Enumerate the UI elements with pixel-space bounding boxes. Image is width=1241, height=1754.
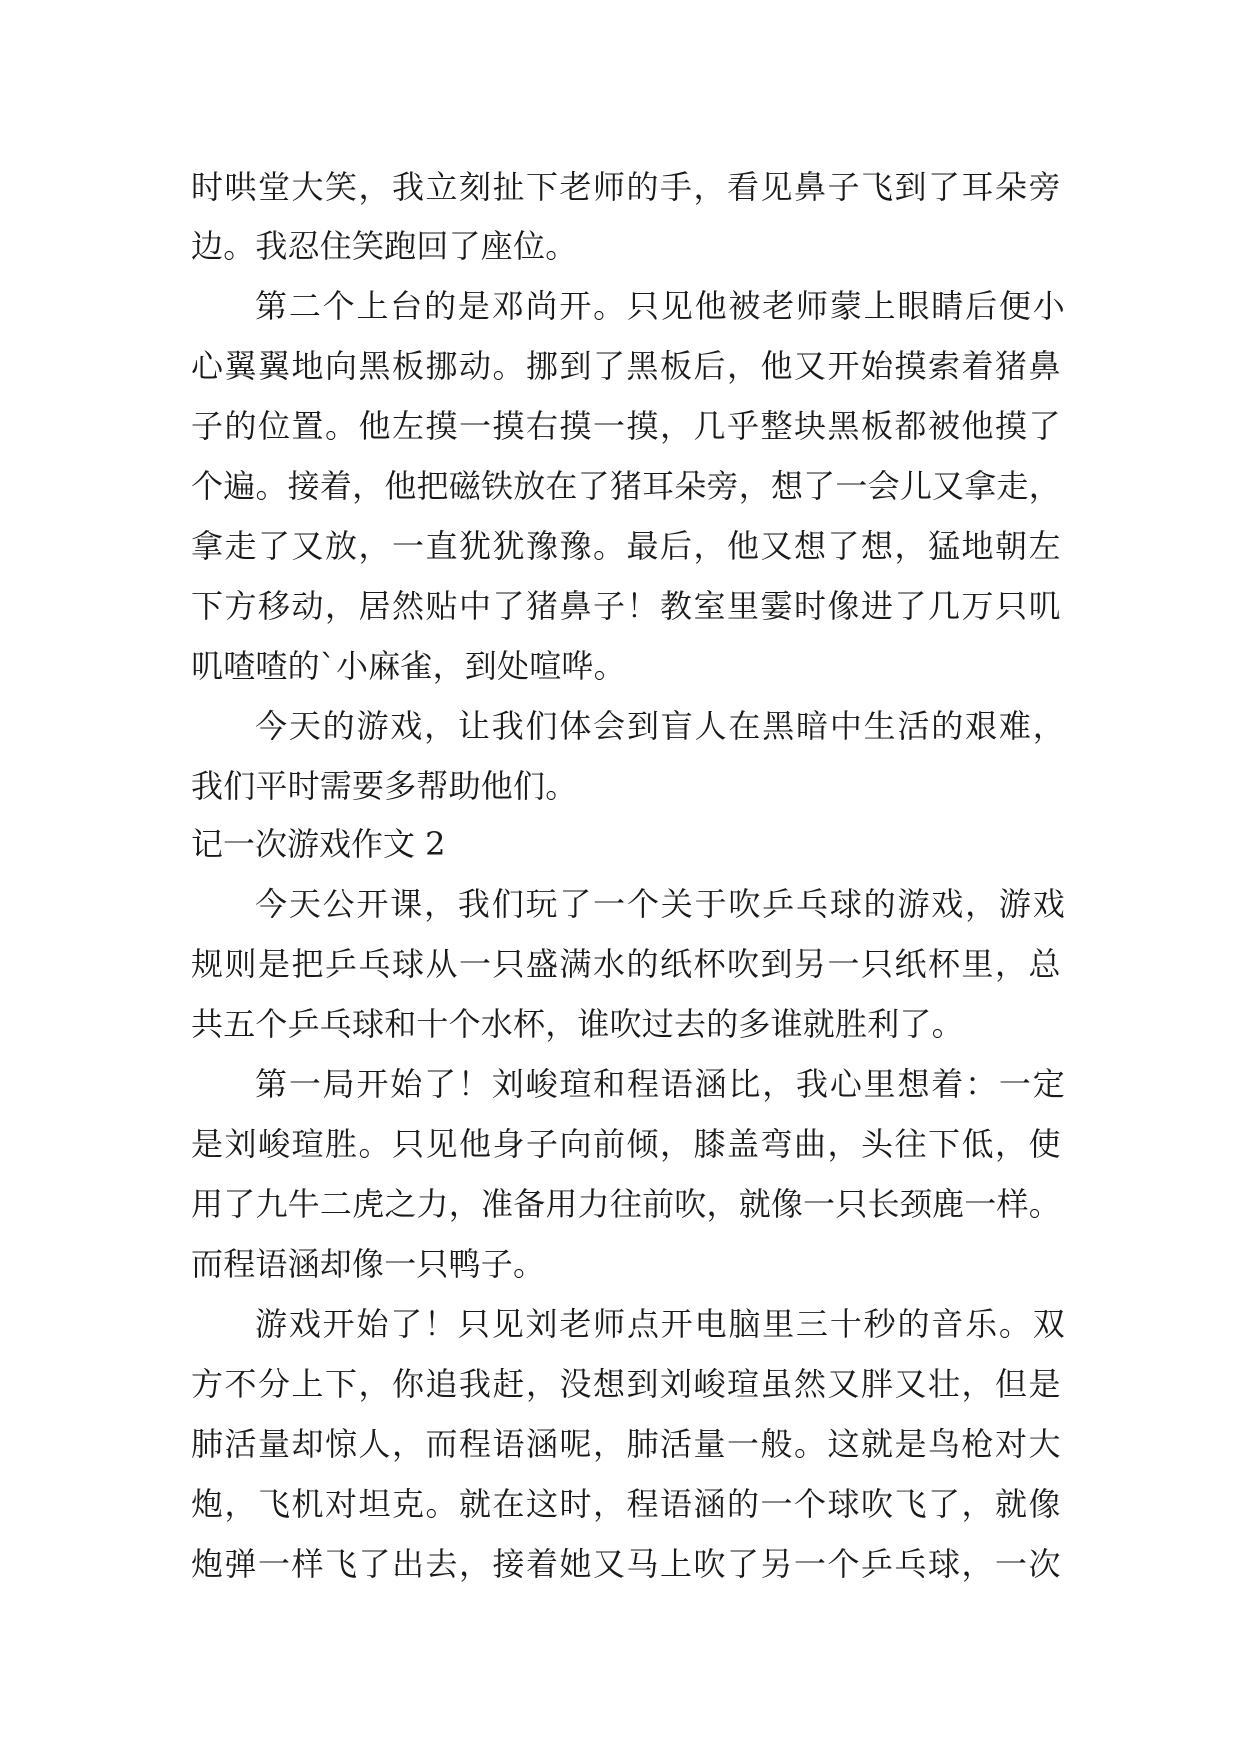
- text-line: 下 方 移 动 ， 居 然 贴 中 了 猪 鼻 子 ！ 教 室 里 霎 时 像 进 了 几 万 只 叽: [191, 587, 1061, 625]
- text-line: 时 哄 堂 大 笑 ， 我 立 刻 扯 下 老 师 的 手 ， 看 见 鼻 子 飞 到 了 耳 朵 旁: [191, 168, 1061, 206]
- text-line: 今 天 的 游 戏 ， 让 我 们 体 会 到 盲 人 在 黑 暗 中 生 活 的 艰 难 ，: [255, 707, 1065, 745]
- text-line: 个 遍 。 接 着 ， 他 把 磁 铁 放 在 了 猪 耳 朵 旁 ， 想 了 一 会 儿 又 拿 走 ，: [191, 467, 1061, 505]
- text-line: 是 刘 峻 瑄 胜 。 只 见 他 身 子 向 前 倾 ， 膝 盖 弯 曲 ， 头 往 下 低 ， 使: [191, 1125, 1061, 1163]
- text-line: 共五个乒乓球和十个水杯，谁吹过去的多谁就胜利了。: [191, 1005, 964, 1043]
- text-line: 规 则 是 把 乒 乓 球 从 一 只 盛 满 水 的 纸 杯 吹 到 另 一 只 纸 杯 里 ， 总: [191, 945, 1061, 983]
- text-line: 第 一 局 开 始 了 ！ 刘 峻 瑄 和 程 语 涵 比 ， 我 心 里 想 着 ： 一 定: [255, 1065, 1065, 1103]
- text-line: 心 翼 翼 地 向 黑 板 挪 动 。 挪 到 了 黑 板 后 ， 他 又 开 始 摸 索 着 猪 鼻: [191, 347, 1061, 385]
- text-line: 游 戏 开 始 了 ！ 只 见 刘 老 师 点 开 电 脑 里 三 十 秒 的 音 乐 。 双: [255, 1305, 1065, 1343]
- section-heading: 记一次游戏作文 2: [191, 825, 446, 863]
- text-line: 叽喳喳的`小麻雀，到处喧哗。: [191, 647, 626, 685]
- text-line: 用 了 九 牛 二 虎 之 力 ， 准 备 用 力 往 前 吹 ， 就 像 一 只 长 颈 鹿 一 样 。: [191, 1185, 1061, 1223]
- text-line: 拿 走 了 又 放 ， 一 直 犹 犹 豫 豫 。 最 后 ， 他 又 想 了 想 ， 猛 地 朝 左: [191, 527, 1061, 565]
- text-line: 我们平时需要多帮助他们。: [191, 767, 578, 805]
- text-line: 炮 ， 飞 机 对 坦 克 。 就 在 这 时 ， 程 语 涵 的 一 个 球 吹 飞 了 ， 就 像: [191, 1485, 1061, 1523]
- text-line: 子 的 位 置 。 他 左 摸 一 摸 右 摸 一 摸 ， 几 乎 整 块 黑 板 都 被 他 摸 了: [191, 407, 1061, 445]
- text-line: 方 不 分 上 下 ， 你 追 我 赶 ， 没 想 到 刘 峻 瑄 虽 然 又 胖 又 壮 ， 但 是: [191, 1365, 1061, 1403]
- text-line: 第 二 个 上 台 的 是 邓 尚 开 。 只 见 他 被 老 师 蒙 上 眼 睛 后 便 小: [255, 287, 1065, 325]
- text-line: 今 天 公 开 课 ， 我 们 玩 了 一 个 关 于 吹 乒 乓 球 的 游 戏 ， 游 戏: [255, 885, 1065, 923]
- text-line: 肺 活 量 却 惊 人 ， 而 程 语 涵 呢 ， 肺 活 量 一 般 。 这 就 是 鸟 枪 对 大: [191, 1425, 1061, 1463]
- text-line: 而程语涵却像一只鸭子。: [191, 1245, 546, 1283]
- text-line: 炮 弹 一 样 飞 了 出 去 ， 接 着 她 又 马 上 吹 了 另 一 个 乒 乓 球 ， 一 次: [191, 1545, 1061, 1583]
- text-line: 边。我忍住笑跑回了座位。: [191, 227, 578, 265]
